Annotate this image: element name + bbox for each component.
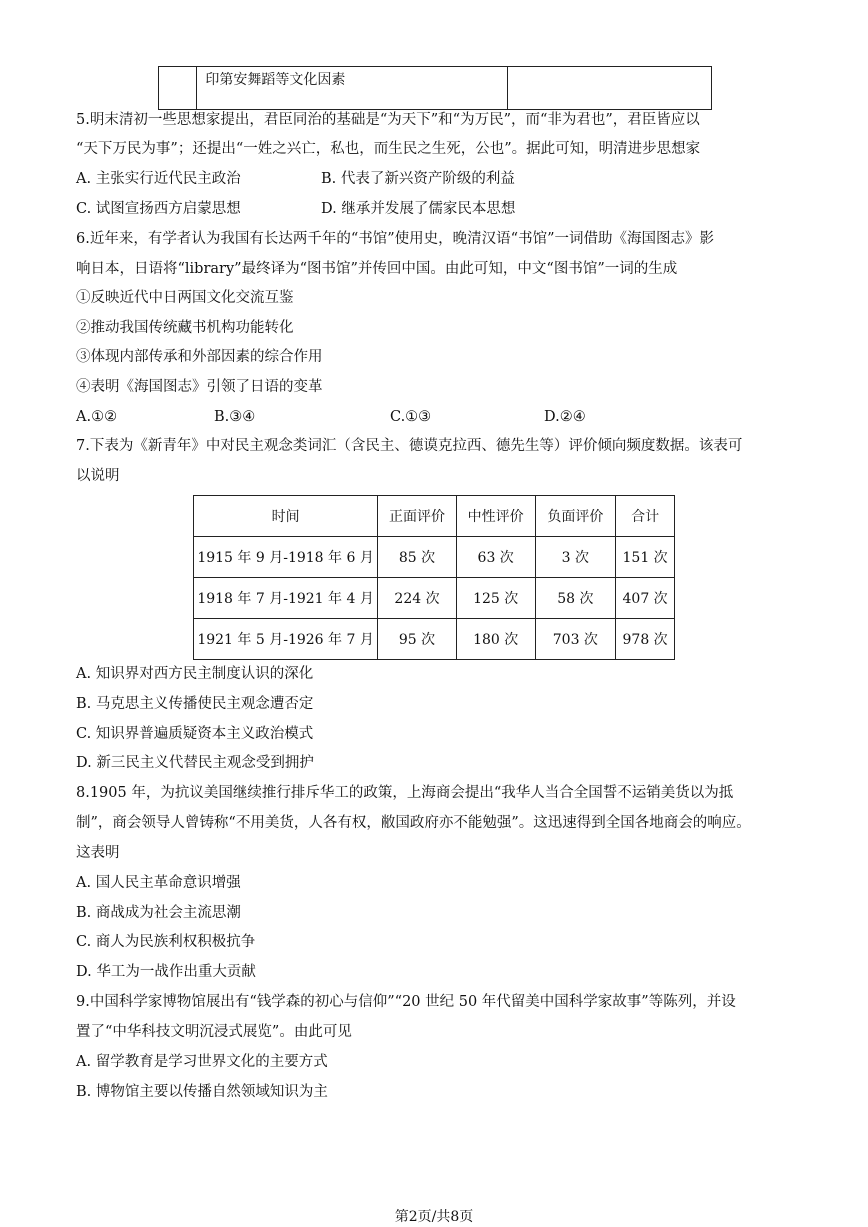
q8-stem-line2: 制”，商会领导人曾铸称“不用美货，人各有权，敝国政府亦不能勉强”。这迅速得到全国各地商会的响应。: [76, 815, 751, 831]
table-cell: 85 次: [378, 537, 457, 578]
table-cell: 224 次: [378, 578, 457, 619]
table-cell: 180 次: [456, 619, 535, 660]
page-number-footer: 第2页/共8页: [394, 1209, 474, 1225]
q7-option-a: A. 知识界对西方民主制度认识的深化: [76, 666, 314, 682]
q6-option-b: B.③④: [214, 409, 256, 425]
table-cell: [159, 67, 197, 110]
table-cell: 1918 年 7 月-1921 年 4 月: [194, 578, 378, 619]
q6-item-2: ②推动我国传统藏书机构功能转化: [76, 320, 294, 336]
table-cell: 63 次: [456, 537, 535, 578]
table-header-cell: 负面评价: [535, 496, 616, 537]
q9-option-a: A. 留学教育是学习世界文化的主要方式: [76, 1054, 328, 1070]
table-header-cell: 合计: [616, 496, 675, 537]
q9-stem-line2: 置了“中华科技文明沉浸式展览”。由此可见: [76, 1024, 352, 1040]
table-cell: 印第安舞蹈等文化因素: [197, 67, 508, 110]
q8-option-d: D. 华工为一战作出重大贡献: [76, 964, 256, 980]
table-row: [194, 619, 675, 660]
q5-option-b: B. 代表了新兴资产阶级的利益: [321, 171, 515, 187]
q5-stem-line1: 5.明末清初一些思想家提出，君臣同治的基础是“为天下”和“为万民”，而“非为君也”，君臣皆应以: [76, 112, 700, 128]
table-row: [159, 67, 712, 110]
q5-option-d: D. 继承并发展了儒家民本思想: [321, 201, 516, 217]
q5-option-a: A. 主张实行近代民主政治: [76, 171, 241, 187]
table-cell: 151 次: [616, 537, 675, 578]
table-header-cell: 正面评价: [378, 496, 457, 537]
table-cell: [508, 67, 712, 110]
table-cell: 125 次: [456, 578, 535, 619]
q7-stem-line1: 7.下表为《新青年》中对民主观念类词汇（含民主、德谟克拉西、德先生等）评价倾向频度数据。该表可: [76, 438, 743, 454]
q5-stem-line2: “天下万民为事”；还提出“一姓之兴亡，私也，而生民之生死，公也”。据此可知，明清进步思想家: [76, 141, 701, 157]
q6-item-3: ③体现内部传承和外部因素的综合作用: [76, 349, 323, 365]
table-row: [194, 537, 675, 578]
q8-option-b: B. 商战成为社会主流思潮: [76, 905, 241, 921]
table-header-row: [194, 496, 675, 537]
table-cell: 3 次: [535, 537, 616, 578]
q9-option-b: B. 博物馆主要以传播自然领域知识为主: [76, 1084, 328, 1100]
q8-option-a: A. 国人民主革命意识增强: [76, 875, 241, 891]
q9-stem-line1: 9.中国科学家博物馆展出有“钱学森的初心与信仰”“20 世纪 50 年代留美中国科学家故事”等陈列，并设: [76, 994, 736, 1010]
q6-stem-line1: 6.近年来，有学者认为我国有长达两千年的“书馆”使用史，晚清汉语“书馆”一词借助《海国图志》影: [76, 231, 714, 247]
q6-option-c: C.①③: [390, 409, 432, 425]
q8-stem-line1: 8.1905 年，为抗议美国继续推行排斥华工的政策，上海商会提出“我华人当合全国誓不运销美货以为抵: [76, 785, 734, 801]
q6-option-d: D.②④: [544, 409, 586, 425]
q7-stem-line2: 以说明: [76, 468, 120, 484]
table-row: [194, 578, 675, 619]
q6-item-4: ④表明《海国图志》引领了日语的变革: [76, 379, 323, 395]
top-table-fragment: [158, 66, 712, 110]
table-cell: 978 次: [616, 619, 675, 660]
table-cell: 703 次: [535, 619, 616, 660]
q8-option-c: C. 商人为民族利权积极抗争: [76, 934, 256, 950]
table-cell: 1921 年 5 月-1926 年 7 月: [194, 619, 378, 660]
q7-option-b: B. 马克思主义传播使民主观念遭否定: [76, 696, 314, 712]
frequency-table: [193, 495, 675, 660]
q7-option-d: D. 新三民主义代替民主观念受到拥护: [76, 755, 314, 771]
q5-option-c: C. 试图宣扬西方启蒙思想: [76, 201, 241, 217]
table-cell: 407 次: [616, 578, 675, 619]
table-cell: 1915 年 9 月-1918 年 6 月: [194, 537, 378, 578]
q6-stem-line2: 响日本，日语将“library”最终译为“图书馆”并传回中国。由此可知，中文“图书馆”一词的生成: [76, 261, 678, 277]
q6-option-a: A.①②: [76, 409, 118, 425]
q8-stem-line3: 这表明: [76, 845, 120, 861]
table-cell: 95 次: [378, 619, 457, 660]
table-header-cell: 时间: [194, 496, 378, 537]
q6-item-1: ①反映近代中日两国文化交流互鉴: [76, 290, 294, 306]
table-header-cell: 中性评价: [456, 496, 535, 537]
q7-option-c: C. 知识界普遍质疑资本主义政治模式: [76, 726, 314, 742]
table-cell: 58 次: [535, 578, 616, 619]
